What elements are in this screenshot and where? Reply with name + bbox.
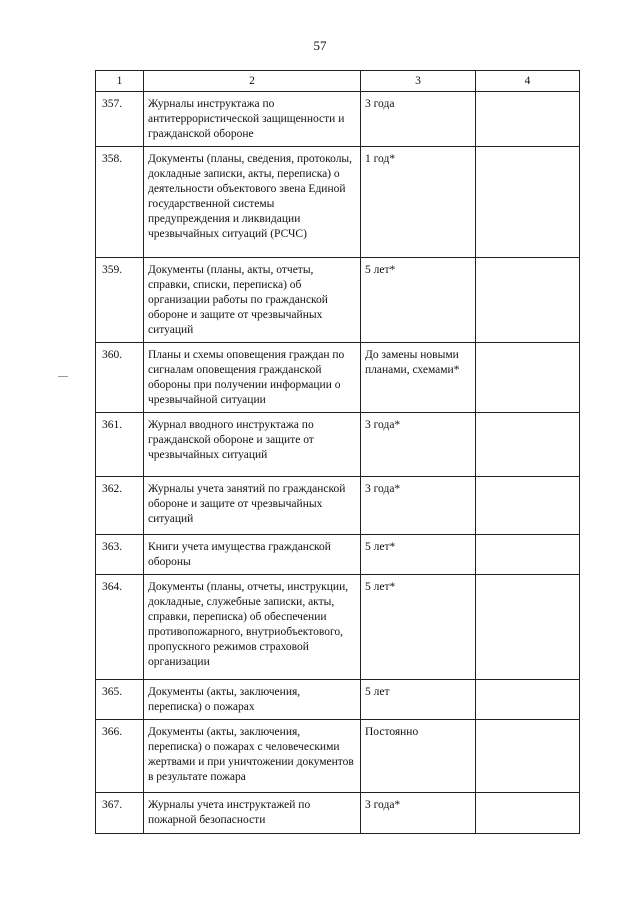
row-note-cell [476,258,580,343]
document-name-cell [144,258,361,343]
table-row [96,793,580,834]
header-row [96,71,580,92]
row-note-cell [476,413,580,477]
document-name: Журналы инструктажа по антитеррористической защищенности и гражданской обороне [148,98,345,140]
row-number-cell [96,258,144,343]
row-note [476,477,579,486]
row-note-cell [476,680,580,720]
row-note [476,413,579,422]
header-cell-1: 1 [96,71,144,92]
retention-term: До замены новыми планами, схемами* [365,349,460,376]
document-name: Планы и схемы оповещения граждан по сигналам оповещения гражданской обороны при получении информации о чрезвычайной ситуации [148,349,345,406]
row-note [476,147,579,156]
document-name-cell [144,720,361,793]
retention-term-cell [361,535,476,575]
retention-term-cell [361,793,476,834]
retention-term-cell [361,720,476,793]
row-note [476,575,579,584]
table-row [96,258,580,343]
row-number: 362. [102,483,123,495]
row-number-cell [96,413,144,477]
row-number-cell [96,793,144,834]
document-name-cell [144,343,361,413]
header-cell-2: 2 [144,71,361,92]
document-name: Журналы учета занятий по гражданской обороне и защите от чрезвычайных ситуаций [148,483,346,525]
row-number: 357. [102,98,123,110]
document-name: Документы (планы, сведения, протоколы, докладные записки, акты, переписка) о деятельности объектового звена Единой государственной системы предупреждения и ликвидации чрезвычайных ситуаций (РСЧС) [148,153,353,240]
retention-term: Постоянно [365,726,419,738]
row-note [476,720,579,729]
margin-mark [58,376,68,377]
document-name-cell [144,680,361,720]
table-row [96,477,580,535]
row-note-cell [476,575,580,680]
row-number-cell [96,92,144,147]
retention-term: 1 год* [365,153,396,165]
row-note-cell [476,535,580,575]
table-row [96,720,580,793]
retention-term: 5 лет [365,686,390,698]
row-number: 365. [102,686,123,698]
row-note [476,680,579,689]
document-name: Документы (акты, заключения, переписка) о пожарах с человеческими жертвами и при уничтожении документов в результате пожара [148,726,354,783]
row-note [476,535,579,544]
table-row [96,535,580,575]
row-number: 359. [102,264,123,276]
header-cell-4: 4 [476,71,580,92]
retention-term-cell [361,680,476,720]
document-name-cell [144,793,361,834]
row-number-cell [96,535,144,575]
row-number-cell [96,720,144,793]
table-row [96,92,580,147]
retention-term-cell [361,92,476,147]
row-number-cell [96,147,144,258]
retention-term: 5 лет* [365,581,396,593]
retention-term-cell [361,413,476,477]
document-name-cell [144,575,361,680]
row-note [476,793,579,802]
row-note-cell [476,343,580,413]
row-note-cell [476,477,580,535]
document-name: Документы (планы, акты, отчеты, справки, списки, переписка) об организации работы по гражданской обороне и защите от чрезвычайных ситуаций [148,264,328,336]
records-table [95,70,580,834]
retention-term-cell [361,477,476,535]
row-note [476,343,579,352]
row-note [476,92,579,101]
row-note-cell [476,720,580,793]
row-number-cell [96,575,144,680]
row-number-cell [96,343,144,413]
retention-term: 3 года [365,98,395,110]
retention-term-cell [361,147,476,258]
row-number-cell [96,477,144,535]
table-row [96,413,580,477]
row-number: 367. [102,799,123,811]
row-number: 360. [102,349,123,361]
row-note-cell [476,92,580,147]
table-row [96,680,580,720]
row-number: 364. [102,581,123,593]
retention-term-cell [361,575,476,680]
row-note [476,258,579,267]
document-name-cell [144,92,361,147]
row-number-cell [96,680,144,720]
document-name-cell [144,413,361,477]
document-name: Книги учета имущества гражданской обороны [148,541,331,568]
document-name: Журналы учета инструктажей по пожарной безопасности [148,799,311,826]
retention-term: 5 лет* [365,264,396,276]
retention-term: 3 года* [365,419,401,431]
document-name: Документы (планы, отчеты, инструкции, докладные, служебные записки, акты, справки, переписка) об обеспечении противопожарного, внутриобъектового, пропускного режимов страховой организации [148,581,349,668]
row-number: 363. [102,541,123,553]
retention-term: 3 года* [365,799,401,811]
document-name: Журнал вводного инструктажа по гражданской обороне и защите от чрезвычайных ситуаций [148,419,314,461]
table-row [96,147,580,258]
retention-term: 3 года* [365,483,401,495]
document-name-cell [144,477,361,535]
retention-term-cell [361,258,476,343]
page-number: 57 [313,38,327,53]
row-number: 361. [102,419,123,431]
row-number: 366. [102,726,123,738]
retention-term: 5 лет* [365,541,396,553]
document-name-cell [144,147,361,258]
row-note-cell [476,793,580,834]
document-name: Документы (акты, заключения, переписка) о пожарах [148,686,301,713]
table-row [96,575,580,680]
header-cell-3: 3 [361,71,476,92]
row-note-cell [476,147,580,258]
retention-term-cell [361,343,476,413]
row-number: 358. [102,153,123,165]
document-name-cell [144,535,361,575]
table-row [96,343,580,413]
